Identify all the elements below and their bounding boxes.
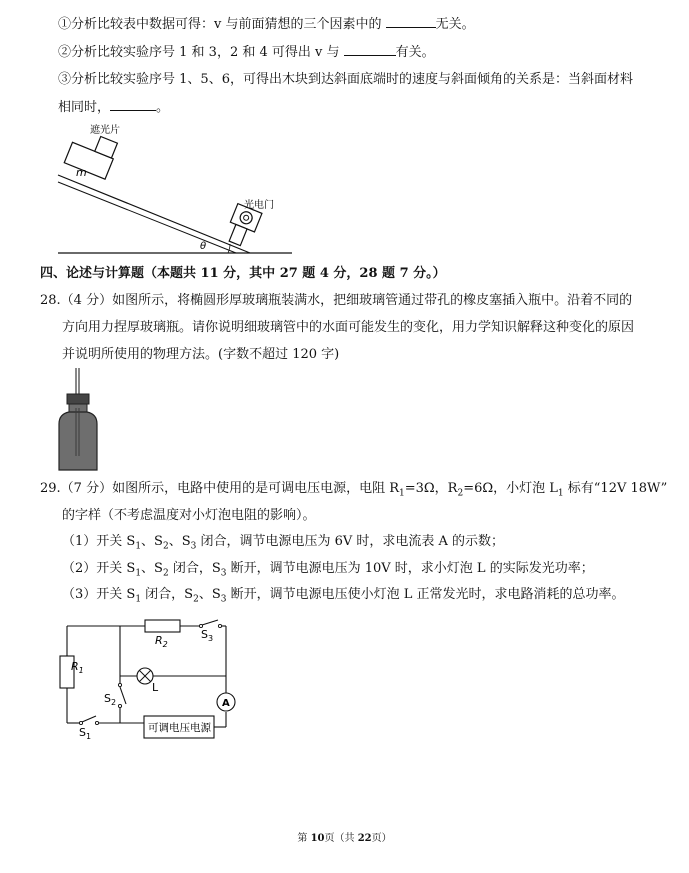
q29-part-2: （2）开关 $S_1$、$S_2$ 闭合，$S_3$ 断开，调节电源电压为 10V 时，求小灯泡 L 的实际发光功率； xyxy=(62,561,594,579)
bottle-neck xyxy=(69,404,87,412)
r1-label: $R_1$ xyxy=(71,660,84,675)
q27-item-3: ③分析比较实验序号 1、5、6，可得出木块到达斜面底端时的速度与斜面倾角的关系是：当斜面材料 xyxy=(58,72,633,87)
q28-line-2: 方向用力捏厚玻璃瓶。请你说明细玻璃管中的水面可能发生的变化，用力学知识解释这种变化的原因 xyxy=(62,320,635,335)
power-source-label: 可调电压电源 xyxy=(148,722,211,734)
incline-surface xyxy=(58,175,250,253)
s1-label: $S_1$ xyxy=(79,726,92,741)
photogate-label: 光电门 xyxy=(244,200,274,211)
shade-plate-label: 遮光片 xyxy=(90,125,120,136)
q27-item-3-cont: 相同时， 。 xyxy=(58,97,169,117)
item-number: ③ xyxy=(58,72,72,87)
page-footer: 第 10页（共 22页） xyxy=(297,833,392,844)
q28-line-1: 28.（4 分）如图所示，将椭圆形厚玻璃瓶装满水，把细玻璃管通过带孔的橡皮塞插入瓶中。沿着不同的 xyxy=(40,293,633,308)
switch-s1 xyxy=(82,716,96,722)
item-number: ② xyxy=(58,45,72,60)
s3-label: $S_3$ xyxy=(201,628,214,643)
angle-arc xyxy=(228,244,230,253)
q27-item-2: ②分析比较实验序号 1 和 3，2 和 4 可得出 v 与 有关。 xyxy=(58,42,435,62)
q29-line-2: 的字样（不考虑温度对小灯泡电阻的影响）。 xyxy=(62,508,316,523)
switch-s2 xyxy=(120,687,126,704)
answer-blank[interactable] xyxy=(386,14,436,28)
r2-label: $R_2$ xyxy=(155,634,168,649)
switch-s3 xyxy=(202,620,218,625)
rubber-stopper xyxy=(67,394,89,404)
s2-label: $S_2$ xyxy=(104,692,117,707)
q27-item-1: ①分析比较表中数据可得：v 与前面猜想的三个因素中的 无关。 xyxy=(58,14,475,34)
answer-blank[interactable] xyxy=(110,97,156,111)
q29-part-3: （3）开关 $S_1$ 闭合，$S_2$、$S_3$ 断开，调节电源电压使小灯泡 L 正常发光时，求电路消耗的总功率。 xyxy=(62,587,625,605)
incline-surface-edge xyxy=(58,182,236,253)
section-title: 四、论述与计算题（本题共 11 分，其中 27 题 4 分，28 题 7 分。） xyxy=(40,266,446,281)
q29-part-1: （1）开关 $S_1$、$S_2$、$S_3$ 闭合，调节电源电压为 6V 时，求电流表 A 的示数； xyxy=(62,534,505,552)
circuit-figure xyxy=(40,610,250,745)
bottle-body xyxy=(59,412,97,470)
q28-line-3: 并说明所使用的物理方法。(字数不超过 120 字) xyxy=(62,347,340,362)
resistor-r2 xyxy=(145,620,180,632)
q29-line-1: 29.（7 分）如图所示，电路中使用的是可调电压电源，电阻 $R_1=3\Omega$，$R_2=6\Omega$，小灯泡 $L_1$ 标有“12V 18W” xyxy=(40,481,668,499)
incline-figure xyxy=(50,120,300,260)
ammeter-label: A xyxy=(222,698,230,709)
angle-label: θ xyxy=(200,241,207,252)
lamp-label: L xyxy=(152,681,159,694)
mass-label: m xyxy=(76,166,87,179)
item-number: ① xyxy=(58,17,72,32)
answer-blank[interactable] xyxy=(344,42,396,56)
bottle-figure xyxy=(55,368,105,474)
